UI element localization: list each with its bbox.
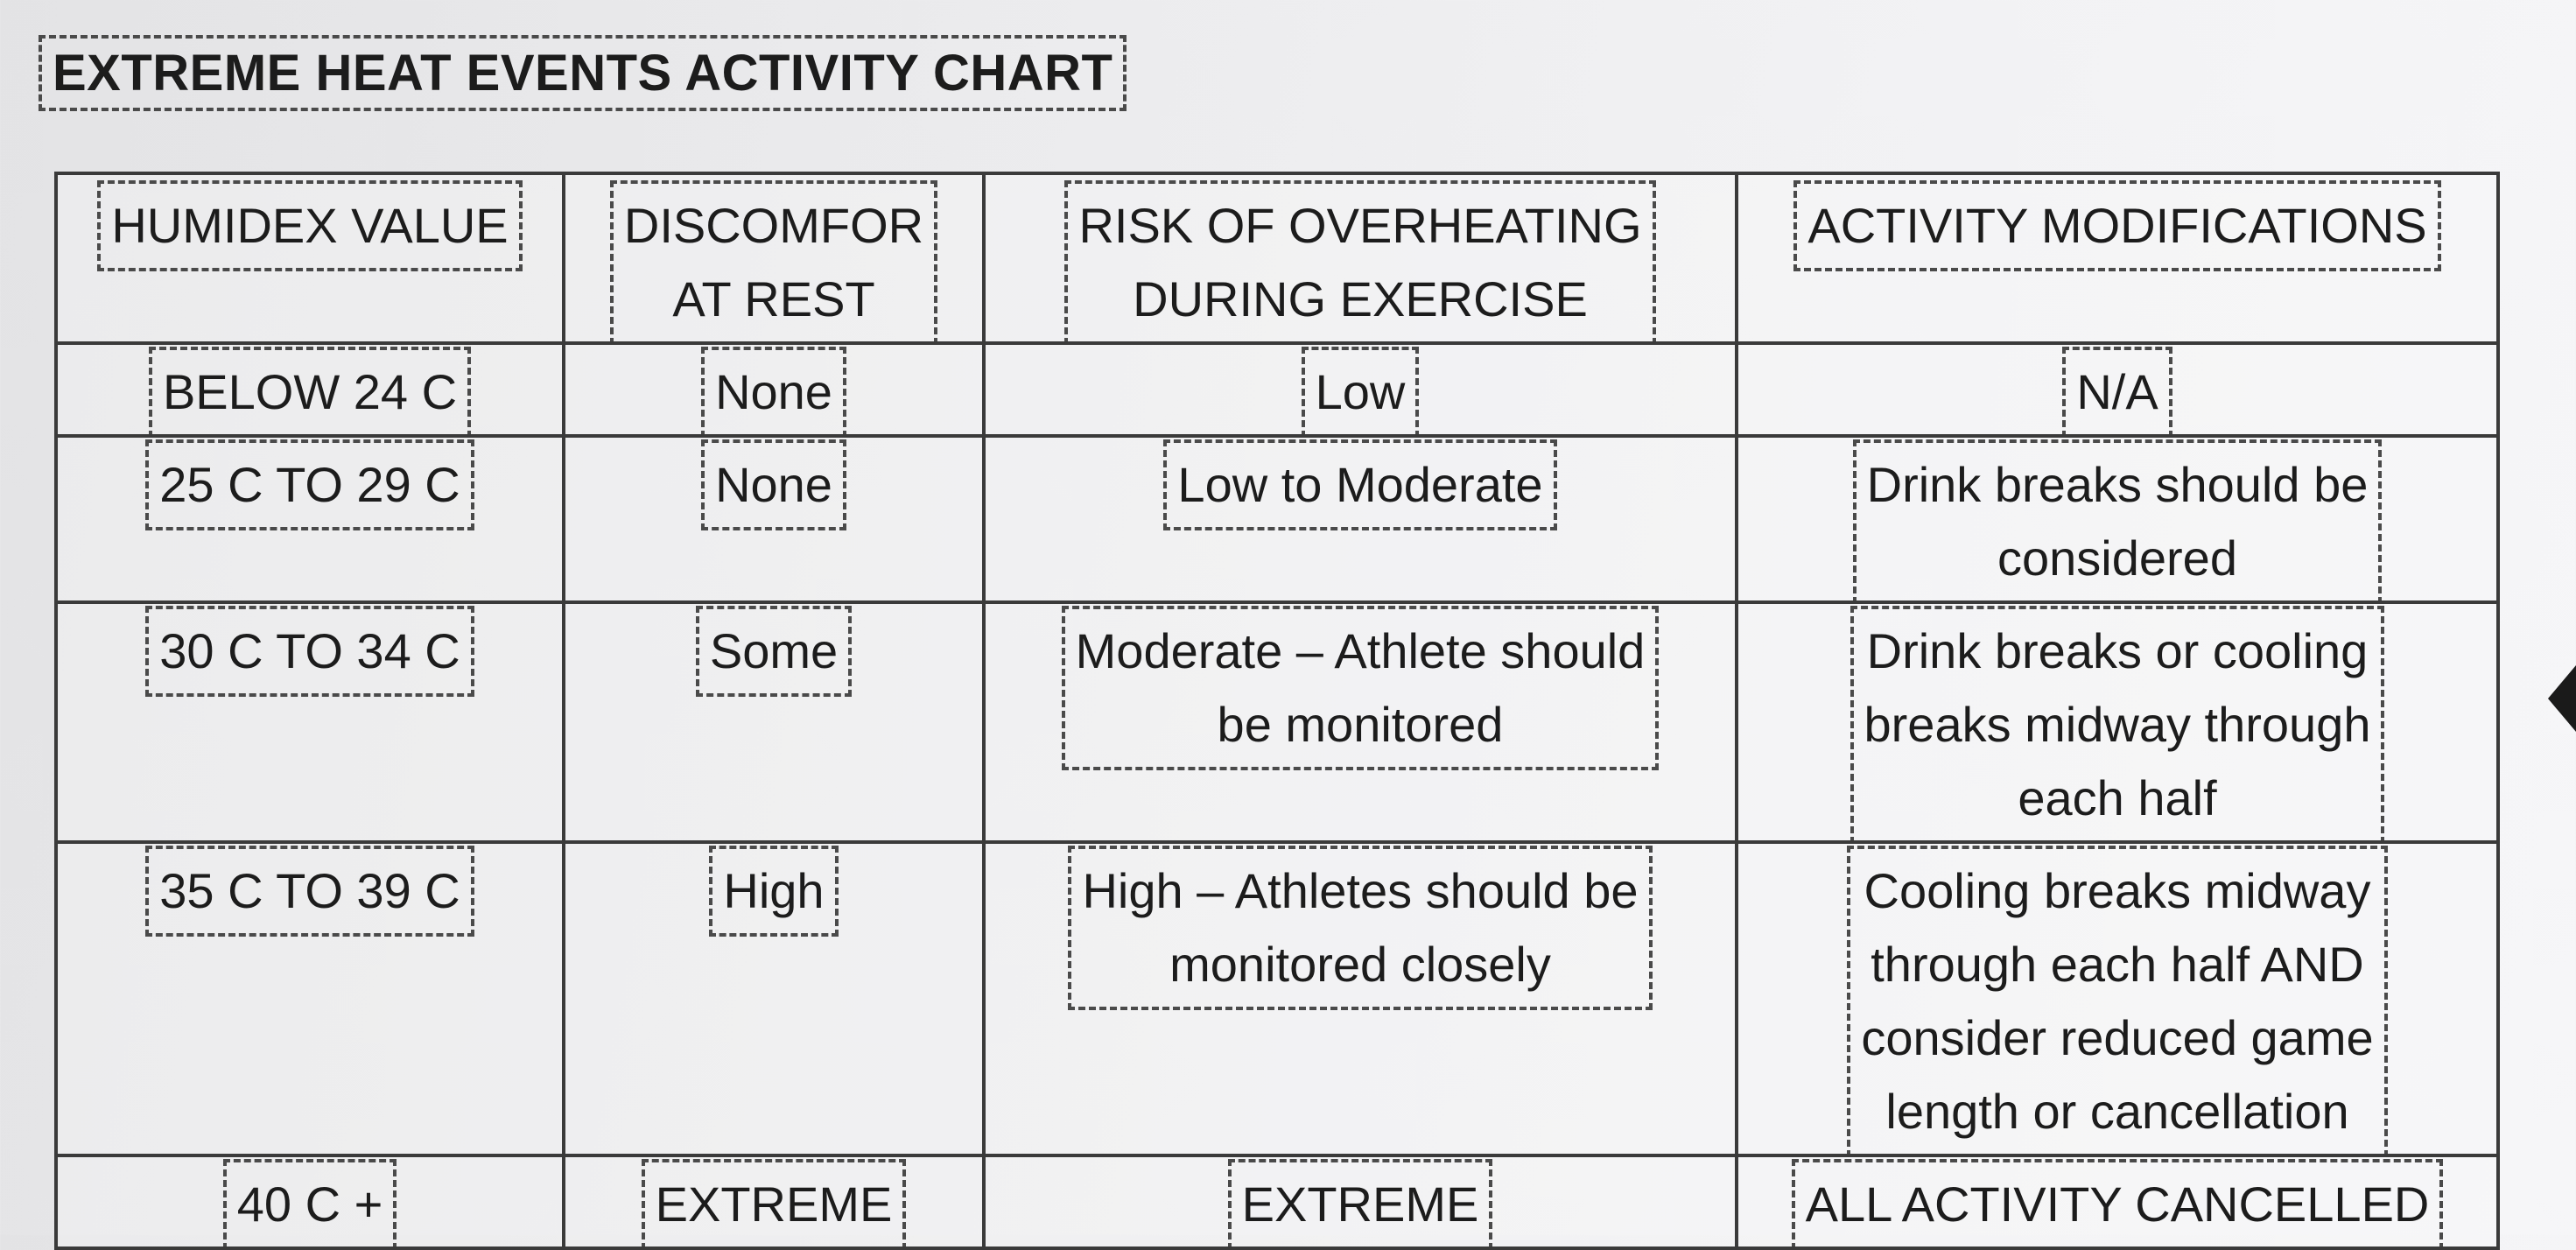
- humidex-value: 40 C +: [230, 1166, 390, 1243]
- risk-cell: [984, 602, 1737, 842]
- header-discomfort-at-rest: [564, 173, 984, 343]
- activity-cell: [1737, 842, 2498, 1155]
- activity-line: considered: [1997, 530, 2237, 586]
- activity-cell: [1737, 1155, 2498, 1248]
- header-discomfort-line2: AT REST: [672, 271, 875, 327]
- risk-value: [1075, 853, 1645, 1003]
- activity-line: each half: [2018, 770, 2217, 825]
- header-discomfort-line1: DISCOMFOR: [623, 198, 924, 253]
- risk-line: Moderate – Athlete should: [1075, 623, 1646, 678]
- header-humidex-value: [56, 173, 564, 343]
- activity-line: breaks midway through: [1864, 697, 2371, 752]
- discomfort-value: Some: [703, 613, 845, 690]
- humidex-cell: [56, 842, 564, 1155]
- table-row: [56, 602, 2498, 842]
- humidex-value: 30 C TO 34 C: [152, 613, 467, 690]
- risk-cell: [984, 842, 1737, 1155]
- risk-value: [1069, 613, 1653, 763]
- activity-value: ALL ACTIVITY CANCELLED: [1799, 1166, 2437, 1243]
- discomfort-cell: [564, 602, 984, 842]
- discomfort-cell: [564, 842, 984, 1155]
- risk-cell: [984, 1155, 1737, 1248]
- header-activity-modifications: [1737, 173, 2498, 343]
- activity-cell: [1737, 602, 2498, 842]
- heat-activity-table: [54, 172, 2500, 1250]
- header-risk-of-overheating: [984, 173, 1737, 343]
- humidex-cell: [56, 343, 564, 436]
- discomfort-value: High: [716, 853, 831, 930]
- humidex-value: 25 C TO 29 C: [152, 446, 467, 523]
- activity-line: length or cancellation: [1885, 1084, 2349, 1139]
- risk-cell: [984, 343, 1737, 436]
- risk-cell: [984, 436, 1737, 602]
- humidex-cell: [56, 1155, 564, 1248]
- activity-value: N/A: [2069, 354, 2165, 431]
- header-activity-label: ACTIVITY MODIFICATIONS: [1800, 187, 2433, 264]
- activity-line: Drink breaks or cooling: [1866, 623, 2369, 678]
- header-risk-line1: RISK OF OVERHEATING: [1078, 198, 1642, 253]
- activity-line: through each half AND: [1871, 937, 2364, 992]
- header-humidex-label: HUMIDEX VALUE: [104, 187, 515, 264]
- humidex-cell: [56, 436, 564, 602]
- chart-title: EXTREME HEAT EVENTS ACTIVITY CHART: [46, 42, 1120, 104]
- risk-line: monitored closely: [1169, 937, 1551, 992]
- activity-value: [1854, 853, 2380, 1150]
- activity-line: consider reduced game: [1861, 1010, 2374, 1065]
- risk-line: be monitored: [1217, 697, 1504, 752]
- discomfort-cell: [564, 1155, 984, 1248]
- header-risk-line2: DURING EXERCISE: [1133, 271, 1588, 327]
- risk-value: EXTREME: [1235, 1166, 1486, 1243]
- risk-line: High – Athletes should be: [1082, 863, 1639, 918]
- discomfort-value: EXTREME: [649, 1166, 900, 1243]
- discomfort-cell: [564, 436, 984, 602]
- activity-cell: [1737, 343, 2498, 436]
- table-row: [56, 343, 2498, 436]
- table-row: [56, 436, 2498, 602]
- humidex-value: BELOW 24 C: [156, 354, 464, 431]
- humidex-cell: [56, 602, 564, 842]
- activity-value: [1857, 613, 2378, 837]
- risk-value: Low to Moderate: [1170, 446, 1549, 523]
- activity-cell: [1737, 436, 2498, 602]
- discomfort-cell: [564, 343, 984, 436]
- header-risk-label: [1071, 187, 1648, 338]
- activity-line: Drink breaks should be: [1866, 457, 2369, 512]
- table-header-row: [56, 173, 2498, 343]
- risk-value: Low: [1309, 354, 1413, 431]
- mouse-pointer-icon: [2548, 665, 2576, 732]
- humidex-value: 35 C TO 39 C: [152, 853, 467, 930]
- discomfort-value: None: [708, 354, 839, 431]
- discomfort-value: None: [708, 446, 839, 523]
- table-row: [56, 842, 2498, 1155]
- activity-value: [1860, 446, 2376, 597]
- header-discomfort-label: [617, 187, 930, 338]
- table-row: [56, 1155, 2498, 1248]
- activity-line: Cooling breaks midway: [1864, 863, 2371, 918]
